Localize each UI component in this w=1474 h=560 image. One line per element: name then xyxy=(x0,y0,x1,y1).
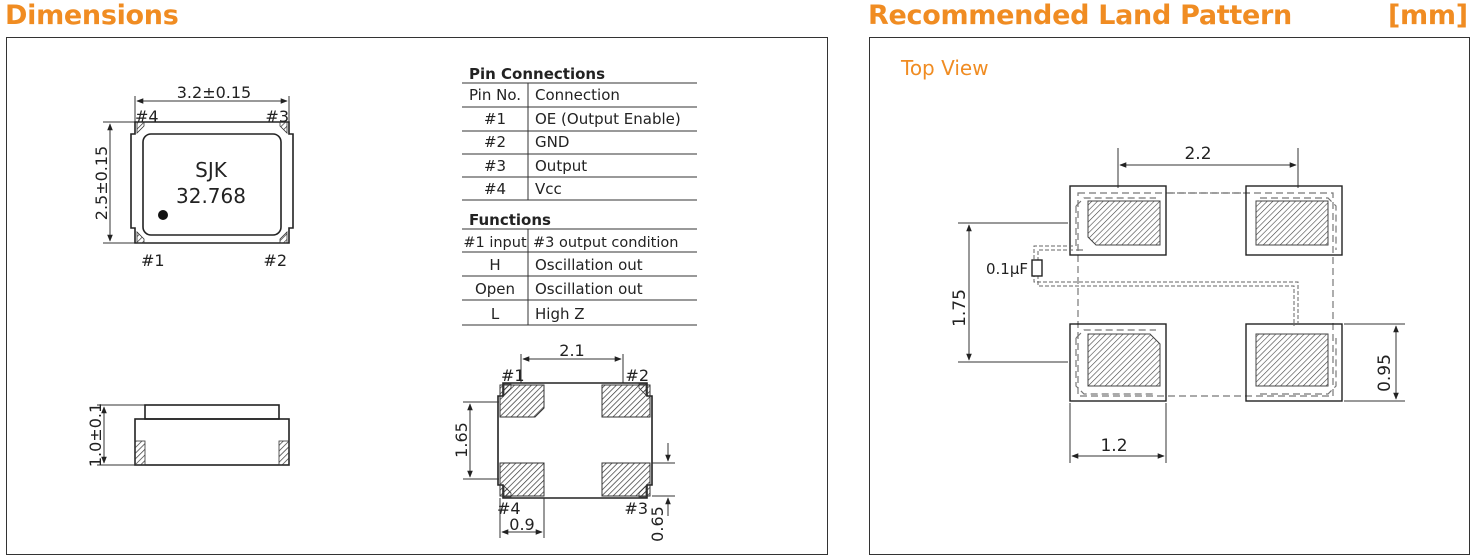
bottom-pin-label-4: #4 xyxy=(497,499,521,518)
land-pad-height-dim: 0.95 xyxy=(1375,354,1395,392)
func-table-title: Functions xyxy=(469,211,551,229)
bottom-pad-1 xyxy=(500,385,544,417)
func-table-cell: High Z xyxy=(535,305,585,323)
pin-connections-table xyxy=(462,65,697,200)
pin-table-cell: OE (Output Enable) xyxy=(535,110,681,128)
bottom-pad-3 xyxy=(602,463,650,496)
bottom-pin-label-3: #3 xyxy=(624,499,648,518)
top-view-label: Top View xyxy=(901,56,989,80)
func-table-cell: Oscillation out xyxy=(535,280,643,298)
pin-label-4: #4 xyxy=(135,107,159,126)
pin-table-cell: GND xyxy=(535,133,570,151)
land-pitch-x-dim: 2.2 xyxy=(1184,144,1212,164)
capacitor-trace xyxy=(986,246,1298,326)
pin-label-2: #2 xyxy=(263,251,287,270)
pkg-height-dim: 2.5±0.15 xyxy=(92,145,111,221)
func-table-cell: H xyxy=(489,256,501,274)
pin-label-3: #3 xyxy=(265,107,289,126)
land-pattern-drawing xyxy=(870,38,1471,556)
pkg-width-dim: 3.2±0.15 xyxy=(176,83,252,102)
pin-table-header-conn: Connection xyxy=(535,86,620,104)
pad-pitch-x-dim: 2.1 xyxy=(559,341,585,360)
marking-line1: SJK xyxy=(195,158,227,182)
pad-pitch-y-dim: 1.65 xyxy=(452,422,471,458)
bottom-pad-2 xyxy=(602,385,650,417)
marking-line2: 32.768 xyxy=(176,184,246,208)
dimensions-heading: Dimensions xyxy=(5,0,179,31)
package-side-view xyxy=(86,403,289,467)
func-table-cell: Oscillation out xyxy=(535,256,643,274)
land-pattern-panel xyxy=(869,37,1470,555)
pad-width-dim: 0.9 xyxy=(509,515,535,534)
pin1-marker-dot xyxy=(158,210,168,220)
func-table-cell: Open xyxy=(474,280,516,298)
pin-table-cell: #1 xyxy=(483,110,507,128)
land-pad-width-dim: 1.2 xyxy=(1100,436,1128,456)
bottom-pad-4 xyxy=(500,463,544,496)
dimensions-panel xyxy=(6,37,828,555)
unit-label: [mm] xyxy=(1388,0,1468,31)
func-table-cell: L xyxy=(490,305,500,323)
capacitor-symbol xyxy=(1032,260,1042,276)
pin-table-cell: #3 xyxy=(483,157,507,175)
land-pattern-heading: Recommended Land Pattern xyxy=(868,0,1292,31)
package-bottom-view xyxy=(452,341,675,542)
func-table-header-output: #3 output condition xyxy=(533,235,679,251)
capacitor-value: 0.1μF xyxy=(985,260,1028,278)
functions-table xyxy=(462,211,697,325)
pin-table-cell: Vcc xyxy=(535,180,562,198)
pin-label-1: #1 xyxy=(141,251,165,270)
pad-height-dim: 0.65 xyxy=(648,506,667,542)
pin-table-cell: #2 xyxy=(483,133,507,151)
pin-table-cell: #4 xyxy=(483,180,507,198)
pin-table-title: Pin Connections xyxy=(469,65,605,83)
bottom-pin-label-1: #1 xyxy=(501,366,525,385)
func-table-header-input: #1 input xyxy=(463,235,527,251)
dimensions-drawing xyxy=(7,38,829,556)
land-pitch-y-dim: 1.75 xyxy=(950,289,970,327)
bottom-pin-label-2: #2 xyxy=(625,366,649,385)
pin-table-header-pin: Pin No. xyxy=(468,86,522,104)
thickness-dim: 1.0±0.1 xyxy=(86,402,105,468)
pin-table-cell: Output xyxy=(535,157,588,175)
package-top-view xyxy=(92,83,293,270)
